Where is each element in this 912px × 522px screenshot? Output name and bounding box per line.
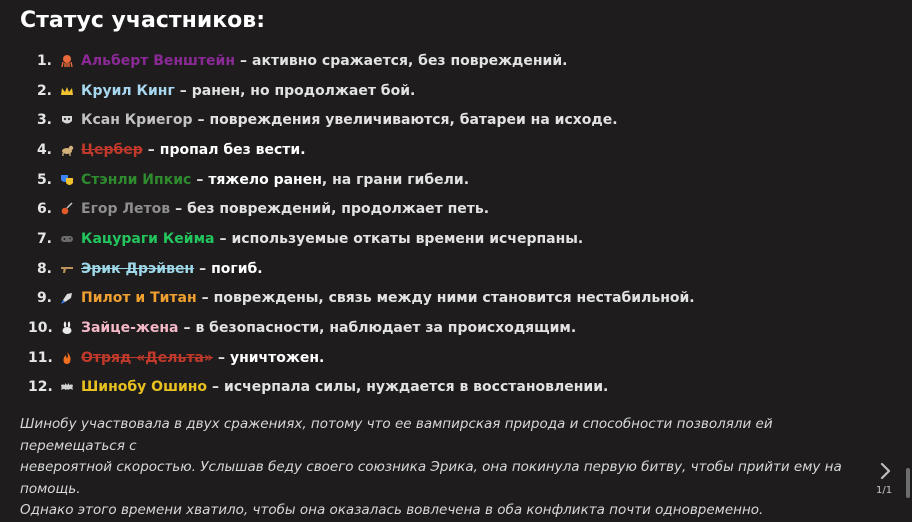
participant-name: Кацураги Кейма bbox=[81, 230, 215, 247]
item-number: 6. bbox=[36, 201, 52, 218]
separator-dash: – bbox=[197, 112, 205, 129]
guitar-icon bbox=[59, 201, 75, 217]
note-line: Однако этого времени хватило, чтобы она оказалась вовлечена в оба конфликта почти одновременно. bbox=[20, 502, 764, 518]
item-number: 12. bbox=[28, 379, 53, 396]
mask-icon bbox=[59, 112, 75, 128]
item-number: 4. bbox=[36, 141, 52, 158]
separator-dash: – bbox=[201, 290, 209, 307]
list-item bbox=[28, 313, 888, 343]
separator-dash: – bbox=[240, 52, 248, 69]
list-item bbox=[28, 254, 888, 284]
rabbit-icon bbox=[59, 320, 75, 336]
item-number: 3. bbox=[36, 112, 52, 129]
participant-status: ранен, но продолжает бой. bbox=[191, 82, 416, 99]
separator-dash: – bbox=[179, 82, 187, 99]
crown-icon bbox=[59, 83, 75, 99]
chevron-right-icon bbox=[876, 460, 896, 482]
participant-name: Круил Кинг bbox=[81, 82, 175, 99]
list-item bbox=[28, 373, 888, 403]
bat-icon bbox=[59, 379, 75, 395]
item-number: 9. bbox=[36, 290, 52, 307]
item-number: 5. bbox=[36, 171, 52, 188]
dog-icon bbox=[59, 142, 75, 158]
separator-dash: – bbox=[147, 141, 155, 158]
list-item bbox=[28, 343, 888, 373]
item-number: 2. bbox=[36, 82, 52, 99]
item-number: 1. bbox=[36, 52, 52, 69]
participant-status: , на грани гибели. bbox=[321, 171, 470, 188]
participant-status: в безопасности, наблюдает за происходящим. bbox=[195, 320, 577, 337]
participant-name: Пилот и Титан bbox=[81, 290, 197, 307]
participant-status: повреждения увеличиваются, батареи на исходе. bbox=[209, 112, 618, 129]
separator-dash: – bbox=[175, 201, 183, 218]
status-emphasis: тяжело ранен bbox=[208, 171, 322, 188]
participant-name: Цербер bbox=[81, 141, 143, 158]
item-number: 11. bbox=[28, 349, 53, 366]
next-page-button[interactable] bbox=[876, 460, 896, 482]
octopus-icon bbox=[59, 53, 75, 69]
list-item bbox=[28, 194, 888, 224]
participant-status: исчерпала силы, нуждается в восстановлении. bbox=[224, 379, 609, 396]
list-item bbox=[28, 76, 888, 106]
participant-status: без повреждений, продолжает петь. bbox=[187, 201, 490, 218]
item-number: 7. bbox=[36, 230, 52, 247]
note-line: невероятной скоростью. Услышав беду своего союзника Эрика, она покинула первую битву, чтобы прийти ему на помощь. bbox=[20, 459, 842, 497]
separator-dash: – bbox=[183, 320, 191, 337]
note-line: Шинобу участвовала в двух сражениях, потому что ее вампирская природа и способности позволяли ей перемещаться с bbox=[20, 416, 773, 454]
participant-status: уничтожен. bbox=[229, 349, 325, 366]
participant-status: повреждены, связь между ними становится нестабильной. bbox=[213, 290, 695, 307]
separator-dash: – bbox=[217, 349, 225, 366]
participant-name: Егор Летов bbox=[81, 201, 171, 218]
gamepad-icon bbox=[59, 231, 75, 247]
participant-name: Эрик Дрэйвен bbox=[81, 260, 195, 277]
participant-status: погиб. bbox=[211, 260, 263, 277]
scrollbar-thumb[interactable] bbox=[906, 468, 910, 498]
participant-list bbox=[28, 46, 888, 402]
page-title: Статус участников: bbox=[20, 8, 265, 33]
participant-name: Зайце-жена bbox=[81, 320, 179, 337]
participant-name: Шинобу Ошино bbox=[81, 379, 208, 396]
separator-dash: – bbox=[212, 379, 220, 396]
participant-status: активно сражается, без повреждений. bbox=[252, 52, 568, 69]
separator-dash: – bbox=[219, 230, 227, 247]
participant-status: используемые откаты времени исчерпаны. bbox=[231, 230, 584, 247]
page-counter: 1/1 bbox=[876, 485, 893, 496]
participant-status: пропал без вести. bbox=[159, 141, 306, 158]
rocket-icon bbox=[59, 290, 75, 306]
separator-dash: – bbox=[196, 171, 204, 188]
participant-name: Ксан Криегор bbox=[81, 112, 193, 129]
list-item bbox=[28, 135, 888, 165]
item-number: 10. bbox=[28, 320, 53, 337]
list-item bbox=[28, 165, 888, 195]
item-number: 8. bbox=[36, 260, 52, 277]
gun-icon bbox=[59, 261, 75, 277]
fire-icon bbox=[59, 350, 75, 366]
participant-name: Отряд «Дельта» bbox=[81, 349, 213, 366]
list-item bbox=[28, 224, 888, 254]
participant-name: Стэнли Ипкис bbox=[81, 171, 192, 188]
participant-name: Альберт Венштейн bbox=[81, 52, 236, 69]
list-item bbox=[28, 284, 888, 314]
separator-dash: – bbox=[199, 260, 207, 277]
list-item bbox=[28, 46, 888, 76]
theater-masks-icon bbox=[59, 172, 75, 188]
note-paragraph bbox=[20, 414, 870, 522]
list-item bbox=[28, 105, 888, 135]
